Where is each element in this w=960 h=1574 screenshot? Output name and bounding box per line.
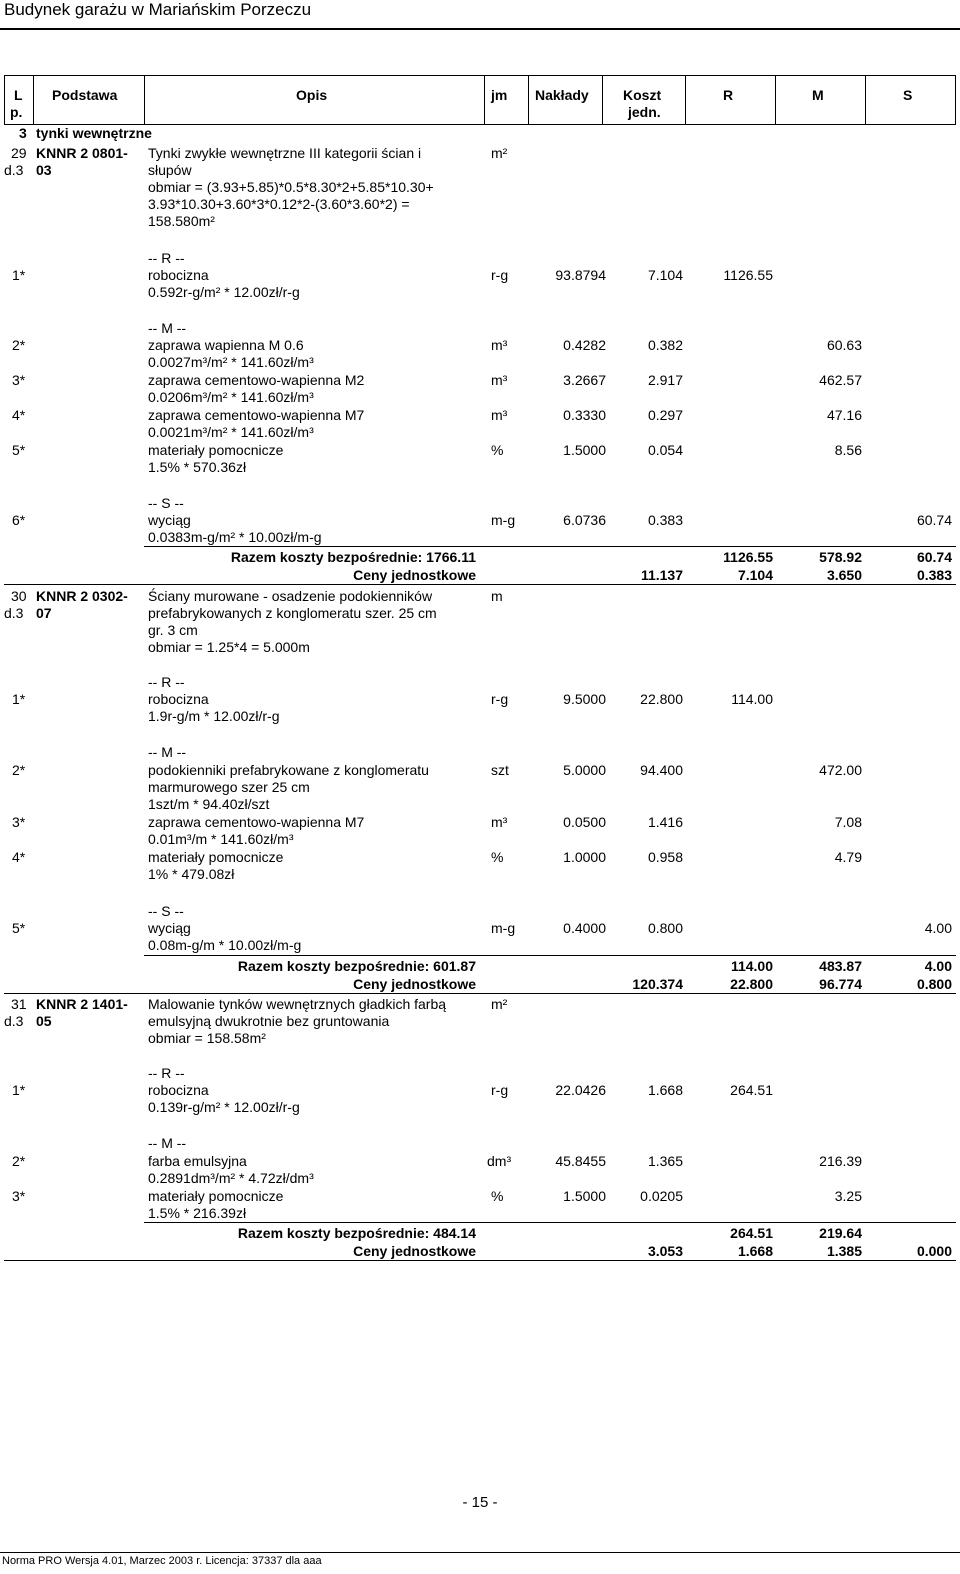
resource-quantity: 6.0736 [563,512,606,528]
page-number: - 15 - [462,1494,498,1511]
unit-s: 0.383 [916,567,952,583]
footer-rule [0,1552,960,1553]
unit-m: 3.650 [826,567,862,583]
resource-quantity: 93.8794 [555,267,606,283]
col-s: S [903,87,913,103]
col-podstawa: Podstawa [52,87,118,103]
grid-line [865,75,866,125]
materials-header: -- M -- [148,320,187,336]
total-s: 4.00 [924,958,952,974]
resource-calc: 0.592r-g/m² * 12.00zł/r-g [148,284,300,300]
equipment-header: -- S -- [148,495,184,511]
grid-line [4,75,5,125]
resource-m-value: 3.25 [834,1188,862,1204]
total-direct-costs: Razem koszty bezpośrednie: 484.14 [237,1225,476,1241]
resource-s-value: 60.74 [916,512,952,528]
resource-unit-cost: 1.668 [647,1082,683,1098]
unit-cost: 3.053 [647,1243,683,1259]
resource-unit-cost: 0.958 [647,849,683,865]
resource-calc: 0.0021m³/m² * 141.60zł/m³ [148,424,314,440]
resource-calc: 1% * 479.08zł [148,866,235,882]
col-opis: Opis [296,87,328,103]
resource-unit: r-g [491,267,509,283]
unit-s: 0.000 [916,1243,952,1259]
resource-quantity: 22.0426 [555,1082,606,1098]
unit-s: 0.800 [916,976,952,992]
item-description: słupów [148,162,192,178]
resource-unit: m³ [491,337,508,353]
resource-name: podokienniki prefabrykowane z konglomeratu [148,762,429,778]
resource-unit: m-g [491,920,516,936]
resource-unit-cost: 1.365 [647,1153,683,1169]
col-jm: jm [491,87,508,103]
labour-header: -- R -- [148,1065,185,1081]
resource-m-value: 462.57 [819,372,862,388]
col-lp2: p. [10,104,23,120]
resource-m-value: 60.63 [826,337,862,353]
col-r: R [723,87,734,103]
unit-r: 22.800 [730,976,773,992]
header-rule [0,28,960,30]
total-m: 578.92 [819,549,862,565]
col-m: M [812,87,824,103]
labour-header: -- R -- [148,250,185,266]
item-lp-suffix: d.3 [4,162,24,178]
item-unit: m [491,588,503,604]
item-basis: KNNR 2 0801- [36,145,128,161]
col-koszt-jedn: jedn. [628,104,661,120]
grid-line [528,75,529,125]
resource-quantity: 0.4282 [563,337,606,353]
col-lp: L [14,87,23,103]
resource-quantity: 45.8455 [555,1153,606,1169]
grid-line [775,75,776,125]
resource-quantity: 1.5000 [563,1188,606,1204]
resource-calc: 0.0383m-g/m² * 10.00zł/m-g [148,529,322,545]
grid-line [33,75,34,125]
row-number: 5* [12,920,26,936]
resource-m-value: 8.56 [834,442,862,458]
resource-name: farba emulsyjna [148,1153,247,1169]
unit-prices-label: Ceny jednostkowe [353,976,476,992]
resource-quantity: 0.4000 [563,920,606,936]
resource-unit: m³ [491,372,508,388]
grid-line [602,75,603,125]
resource-name: materiały pomocnicze [148,849,284,865]
resource-calc: 1.5% * 570.36zł [148,459,247,475]
item-description: Malowanie tynków wewnętrznych gładkich farbą [148,996,447,1012]
grid-line [484,75,485,125]
resource-unit: r-g [491,1082,509,1098]
row-number: 5* [12,442,26,458]
resource-name: materiały pomocnicze [148,442,284,458]
item-description: Tynki zwykłe wewnętrzne III kategorii ścian i [148,145,422,161]
row-number: 3* [12,1188,26,1204]
item-basis-suffix: 07 [36,605,52,621]
materials-header: -- M -- [148,1135,187,1151]
item-basis-suffix: 03 [36,162,52,178]
item-measurement: 158.580m² [148,213,215,229]
row-number: 1* [12,267,26,283]
unit-prices-label: Ceny jednostkowe [353,1243,476,1259]
resource-name: zaprawa cementowo-wapienna M2 [148,372,365,388]
total-r: 114.00 [730,958,773,974]
resource-m-value: 4.79 [834,849,862,865]
resource-r-value: 114.00 [731,691,773,707]
grid-line [685,75,686,125]
resource-unit-cost: 0.054 [647,442,683,458]
resource-unit: szt [491,762,509,778]
resource-name: robocizna [148,267,209,283]
resource-calc: 1.5% * 216.39zł [148,1205,247,1221]
resource-quantity: 3.2667 [563,372,606,388]
item-unit: m² [491,145,508,161]
resource-unit-cost: 0.800 [647,920,683,936]
resource-unit-cost: 0.0205 [640,1188,683,1204]
resource-name: wyciąg [148,512,191,528]
section-title: tynki wewnętrzne [36,125,152,141]
grid-line [144,75,145,125]
resource-unit-cost: 0.383 [647,512,683,528]
resource-r-value: 264.51 [730,1082,773,1098]
item-description: emulsyjną dwukrotnie bez gruntowania [148,1013,390,1029]
resource-m-value: 216.39 [819,1153,862,1169]
item-lp: 30 [11,588,27,604]
resource-s-value: 4.00 [924,920,952,936]
row-number: 4* [12,849,26,865]
resource-name: zaprawa cementowo-wapienna M7 [148,407,365,423]
document-title: Budynek garażu w Mariańskim Porzeczu [4,0,312,19]
resource-quantity: 1.5000 [563,442,606,458]
resource-m-value: 7.08 [834,814,862,830]
resource-unit-cost: 7.104 [647,267,683,283]
equipment-header: -- S -- [148,903,184,919]
resource-r-value: 1126.55 [723,267,773,283]
resource-unit: m³ [491,814,508,830]
resource-unit: dm³ [487,1153,512,1169]
col-naklady: Nakłady [535,87,589,103]
total-r: 1126.55 [723,549,773,565]
total-m: 483.87 [819,958,862,974]
materials-header: -- M -- [148,744,187,760]
resource-quantity: 0.3330 [563,407,606,423]
resource-unit: m³ [491,407,508,423]
resource-calc: 0.08m-g/m * 10.00zł/m-g [148,937,302,953]
item-measurement: obmiar = 1.25*4 = 5.000m [148,639,310,655]
resource-unit-cost: 22.800 [640,691,683,707]
grid-line [144,955,956,956]
resource-quantity: 0.0500 [563,814,606,830]
unit-prices-label: Ceny jednostkowe [353,567,476,583]
unit-m: 96.774 [819,976,862,992]
resource-calc: 0.01m³/m * 141.60zł/m³ [148,831,294,847]
grid-line [4,584,956,585]
item-unit: m² [491,996,508,1012]
grid-line [4,75,956,76]
resource-name: wyciąg [148,920,191,936]
resource-quantity: 5.0000 [563,762,606,778]
resource-calc: 0.2891dm³/m² * 4.72zł/dm³ [148,1170,314,1186]
labour-header: -- R -- [148,674,185,690]
grid-line [144,546,956,547]
resource-calc: 1szt/m * 94.40zł/szt [148,796,270,812]
resource-calc: 0.139r-g/m² * 12.00zł/r-g [148,1099,300,1115]
total-r: 264.51 [730,1225,773,1241]
item-basis: KNNR 2 0302- [36,588,128,604]
item-lp-suffix: d.3 [4,1013,24,1029]
section-number: 3 [19,125,27,141]
unit-cost: 11.137 [640,567,683,583]
item-measurement: obmiar = (3.93+5.85)*0.5*8.30*2+5.85*10.30+ [148,179,434,195]
resource-m-value: 472.00 [819,762,862,778]
resource-m-value: 47.16 [826,407,862,423]
resource-name: marmurowego szer 25 cm [148,779,310,795]
row-number: 1* [12,691,26,707]
row-number: 2* [12,762,26,778]
row-number: 2* [12,337,26,353]
resource-unit-cost: 1.416 [647,814,683,830]
resource-calc: 1.9r-g/m * 12.00zł/r-g [148,708,280,724]
grid-line [4,1260,956,1261]
resource-quantity: 1.0000 [563,849,606,865]
row-number: 4* [12,407,26,423]
row-number: 2* [12,1153,26,1169]
resource-calc: 0.0206m³/m² * 141.60zł/m³ [148,389,314,405]
resource-unit-cost: 0.297 [647,407,683,423]
resource-name: zaprawa cementowo-wapienna M7 [148,814,365,830]
item-basis: KNNR 2 1401- [36,996,128,1012]
item-lp: 29 [11,145,27,161]
unit-r: 1.668 [737,1243,773,1259]
item-basis-suffix: 05 [36,1013,52,1029]
resource-unit: % [491,849,504,865]
resource-name: materiały pomocnicze [148,1188,284,1204]
item-lp: 31 [11,996,27,1012]
resource-unit-cost: 2.917 [647,372,683,388]
footer-text: Norma PRO Wersja 4.01, Marzec 2003 r. Licencja: 37337 dla aaa [2,1555,322,1567]
row-number: 3* [12,372,26,388]
resource-name: robocizna [148,691,209,707]
resource-calc: 0.0027m³/m² * 141.60zł/m³ [148,354,314,370]
total-s: 60.74 [916,549,952,565]
row-number: 3* [12,814,26,830]
row-number: 1* [12,1082,26,1098]
item-description: prefabrykowanych z konglomeratu szer. 25 cm [148,605,437,621]
resource-unit: % [491,1188,504,1204]
col-koszt: Koszt [623,87,662,103]
unit-r: 7.104 [737,567,773,583]
unit-m: 1.385 [826,1243,862,1259]
grid-line [4,993,956,994]
item-description: gr. 3 cm [148,622,198,638]
total-direct-costs: Razem koszty bezpośrednie: 601.87 [237,958,476,974]
row-number: 6* [12,512,26,528]
item-measurement: 3.93*10.30+3.60*3*0.12*2-(3.60*3.60*2) = [148,196,410,212]
resource-unit: % [491,442,504,458]
resource-unit-cost: 0.382 [647,337,683,353]
resource-name: robocizna [148,1082,209,1098]
total-m: 219.64 [819,1225,862,1241]
unit-cost: 120.374 [632,976,683,992]
resource-name: zaprawa wapienna M 0.6 [148,337,304,353]
item-description: Ściany murowane - osadzenie podokienników [148,588,433,604]
resource-quantity: 9.5000 [563,691,606,707]
total-direct-costs: Razem koszty bezpośrednie: 1766.11 [230,549,476,565]
item-measurement: obmiar = 158.58m² [148,1030,266,1046]
resource-unit: m-g [491,512,516,528]
resource-unit: r-g [491,691,509,707]
grid-line [955,75,956,125]
resource-unit-cost: 94.400 [640,762,683,778]
grid-line [144,1222,956,1223]
item-lp-suffix: d.3 [4,605,24,621]
